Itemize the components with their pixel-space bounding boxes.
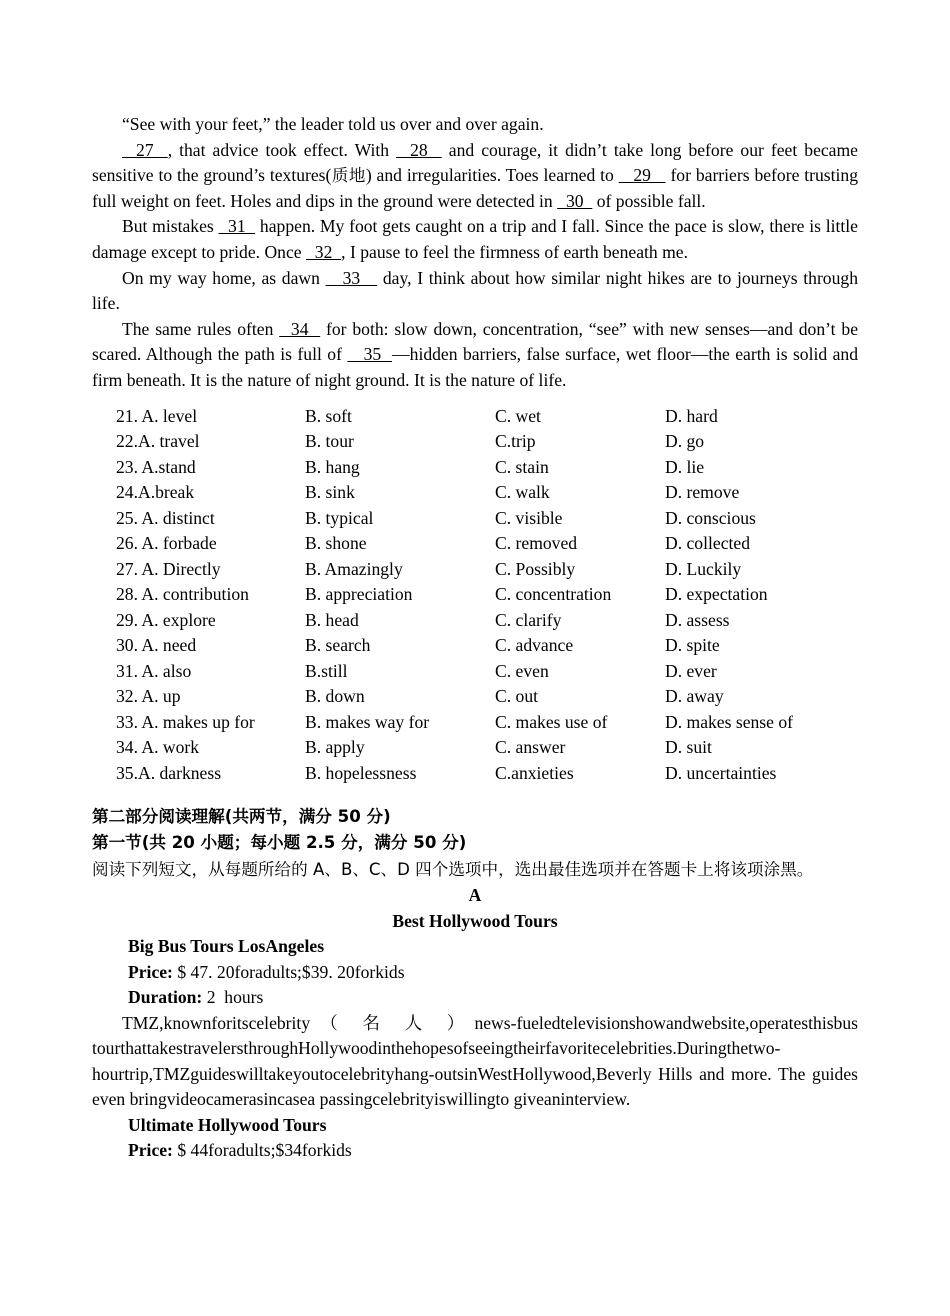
tour1-duration-value: 2 hours [202, 987, 264, 1008]
cloze-blank[interactable]: 33 [325, 267, 378, 288]
section-two-instruction: 阅读下列短文，从每题所给的 A、B、C、D 四个选项中，选出最佳选项并在答题卡上将该项涂黑。 [92, 860, 814, 880]
option-choice-c[interactable]: C. answer [495, 737, 566, 758]
tour2-name: Ultimate Hollywood Tours [128, 1114, 327, 1135]
cloze-paragraph [92, 214, 858, 265]
cloze-paragraph [92, 266, 858, 317]
option-row [92, 659, 858, 685]
section-spacer [92, 786, 858, 804]
cloze-paragraph [92, 317, 858, 394]
option-choice-d[interactable]: D. hard [665, 405, 718, 426]
passage-text: , that advice took effect. With [167, 139, 397, 160]
option-row [92, 506, 858, 532]
passage-text: ) and irregularities. Toes learned to [365, 165, 619, 186]
option-row [92, 633, 858, 659]
tour1-price-line [92, 960, 858, 986]
option-choice-c[interactable]: C.anxieties [495, 762, 574, 783]
option-choice-c[interactable]: C. advance [495, 635, 574, 656]
option-choice-b[interactable]: B. typical [305, 507, 374, 528]
option-row [92, 429, 858, 455]
option-choice-a[interactable]: 21. A. level [116, 405, 198, 426]
option-choice-d[interactable]: D. conscious [665, 507, 756, 528]
page-content [92, 112, 858, 1164]
option-choice-a[interactable]: 29. A. explore [116, 609, 216, 630]
option-choice-d[interactable]: D. Luckily [665, 558, 742, 579]
option-row [92, 761, 858, 787]
chinese-gloss: 质地 [331, 166, 366, 186]
tour2-price-line [92, 1138, 858, 1164]
option-choice-d[interactable]: D. uncertainties [665, 762, 777, 783]
option-choice-b[interactable]: B. sink [305, 482, 355, 503]
option-choice-c[interactable]: C. walk [495, 482, 550, 503]
option-choice-d[interactable]: D. away [665, 686, 724, 707]
option-choice-a[interactable]: 26. A. forbade [116, 533, 217, 554]
passage-text: day, I think about how similar night hikes are to journeys through life. [92, 267, 858, 314]
option-choice-a[interactable]: 31. A. also [116, 660, 192, 681]
option-choice-d[interactable]: D. expectation [665, 584, 768, 605]
option-choice-d[interactable]: D. remove [665, 482, 740, 503]
option-choice-d[interactable]: D. ever [665, 660, 717, 681]
option-choice-b[interactable]: B.still [305, 660, 348, 681]
tour1-description: TMZ,knownforitscelebrity（ 名 人 ）news-fueledtelevisionshowandwebsite,operatesthisbus tourthattakestravelersthroughHollywoodinthehopesofseeingtheirfavoritecelebrities.Duringthetwo-hourtrip,TMZguideswilltakeyoutocelebrityhang-outsinWestHollywood,Beverly Hills and more. The guides even bringvideocamerasincasea passingcelebrityiswillingto giveaninterview. [92, 1012, 858, 1110]
option-choice-b[interactable]: B. Amazingly [305, 558, 403, 579]
option-choice-c[interactable]: C. stain [495, 456, 549, 477]
cloze-blank[interactable]: 28 [396, 139, 442, 160]
option-choice-b[interactable]: B. shone [305, 533, 367, 554]
cloze-blank[interactable]: 35 [347, 344, 393, 365]
option-choice-d[interactable]: D. spite [665, 635, 720, 656]
option-choice-a[interactable]: 30. A. need [116, 635, 197, 656]
tour1-duration-line [92, 985, 858, 1011]
section-two-heading: 第二部分阅读理解(共两节，满分 50 分) [92, 807, 391, 827]
passage-a-title: Best Hollywood Tours [392, 910, 558, 931]
option-choice-c[interactable]: C. Possibly [495, 558, 576, 579]
cloze-blank[interactable]: 30 [557, 190, 593, 211]
option-choice-d[interactable]: D. go [665, 431, 705, 452]
option-choice-c[interactable]: C. removed [495, 533, 578, 554]
option-choice-d[interactable]: D. collected [665, 533, 750, 554]
option-choice-c[interactable]: C. wet [495, 405, 541, 426]
option-choice-d[interactable]: D. lie [665, 456, 705, 477]
tour1-price-value: $ 47. 20foradults;$39. 20forkids [172, 961, 405, 982]
passage-text: “See with your feet,” the leader told us over and over again. [122, 114, 544, 134]
option-choice-b[interactable]: B. search [305, 635, 371, 656]
tour1-price-label: Price: [128, 961, 173, 982]
cloze-blank[interactable]: 31 [218, 216, 256, 237]
cloze-blank[interactable]: 29 [618, 165, 666, 186]
tour2-price-label: Price: [128, 1140, 173, 1161]
passage-text: , I pause to feel the firmness of earth beneath me. [341, 241, 689, 262]
option-choice-b[interactable]: B. makes way for [305, 711, 430, 732]
option-choice-c[interactable]: C. concentration [495, 584, 612, 605]
option-choice-b[interactable]: B. hopelessness [305, 762, 417, 783]
cloze-paragraph [92, 112, 858, 138]
cloze-passage [92, 112, 858, 394]
option-choice-a[interactable]: 22.A. travel [116, 431, 200, 452]
cloze-blank[interactable]: 32 [305, 241, 342, 262]
option-choice-a[interactable]: 35.A. darkness [116, 762, 222, 783]
option-choice-c[interactable]: C.trip [495, 431, 536, 452]
cloze-blank[interactable]: 27 [122, 139, 168, 160]
option-choice-a[interactable]: 27. A. Directly [116, 558, 221, 579]
option-row [92, 557, 858, 583]
option-choice-b[interactable]: B. apply [305, 737, 365, 758]
passage-text: But mistakes [122, 216, 219, 237]
option-choice-a[interactable]: 28. A. contribution [116, 584, 249, 605]
passage-text: and courage, it didn’t take long before our feet became sensitive to the ground’s textures( [92, 139, 858, 186]
passage-text: happen. My foot gets caught on a trip and I fall. Since the pace is slow, there is little damage except to pride. Once [92, 216, 858, 262]
option-row [92, 684, 858, 710]
option-choice-a[interactable]: 25. A. distinct [116, 507, 215, 528]
option-choice-a[interactable]: 34. A. work [116, 737, 200, 758]
passage-text: —hidden barriers, false surface, wet floor—the earth is solid and firm beneath. It is the nature of night ground. It is the nature of life. [92, 344, 859, 390]
option-choice-c[interactable]: C. clarify [495, 609, 562, 630]
option-choice-a[interactable]: 24.A.break [116, 482, 195, 503]
passage-text: for both: slow down, concentration, “see” with new senses—and don’t be scared. Although the path is full of [92, 318, 858, 365]
option-choice-a[interactable]: 33. A. makes up for [116, 711, 255, 732]
option-choice-d[interactable]: D. makes sense of [665, 711, 794, 732]
tour2-price-value: $ 44foradults;$34forkids [172, 1140, 352, 1161]
cloze-options-grid [92, 404, 858, 787]
option-row [92, 531, 858, 557]
tour1-name: Big Bus Tours LosAngeles [128, 936, 325, 957]
passage-text: for barriers before trusting full weight on feet. Holes and dips in the ground were detected in [92, 165, 859, 211]
option-choice-c[interactable]: C. makes use of [495, 711, 608, 732]
tour1-duration-label: Duration: [128, 987, 203, 1008]
option-row [92, 710, 858, 736]
passage-text: of possible fall. [592, 190, 706, 211]
option-choice-b[interactable]: B. appreciation [305, 584, 413, 605]
option-row [92, 480, 858, 506]
option-choice-b[interactable]: B. head [305, 609, 359, 630]
option-choice-d[interactable]: D. suit [665, 737, 712, 758]
cloze-paragraph [92, 138, 858, 215]
option-choice-d[interactable]: D. assess [665, 609, 730, 630]
cloze-blank[interactable]: 34 [279, 318, 321, 339]
passage-a-label: A [468, 885, 482, 906]
option-choice-a[interactable]: 23. A.stand [116, 456, 196, 477]
option-choice-a[interactable]: 32. A. up [116, 686, 181, 707]
passage-text: On my way home, as dawn [122, 267, 326, 288]
option-choice-c[interactable]: C. out [495, 686, 539, 707]
option-choice-c[interactable]: C. visible [495, 507, 563, 528]
option-row [92, 404, 858, 430]
section-two-subheading: 第一节(共 20 小题；每小题 2.5 分，满分 50 分) [92, 833, 467, 853]
passage-text: The same rules often [122, 318, 280, 339]
option-choice-c[interactable]: C. even [495, 660, 549, 681]
option-choice-b[interactable]: B. tour [305, 431, 354, 452]
option-choice-b[interactable]: B. soft [305, 405, 352, 426]
option-row [92, 582, 858, 608]
option-choice-b[interactable]: B. down [305, 686, 365, 707]
option-row [92, 608, 858, 634]
option-choice-b[interactable]: B. hang [305, 456, 360, 477]
option-row [92, 455, 858, 481]
option-row [92, 735, 858, 761]
